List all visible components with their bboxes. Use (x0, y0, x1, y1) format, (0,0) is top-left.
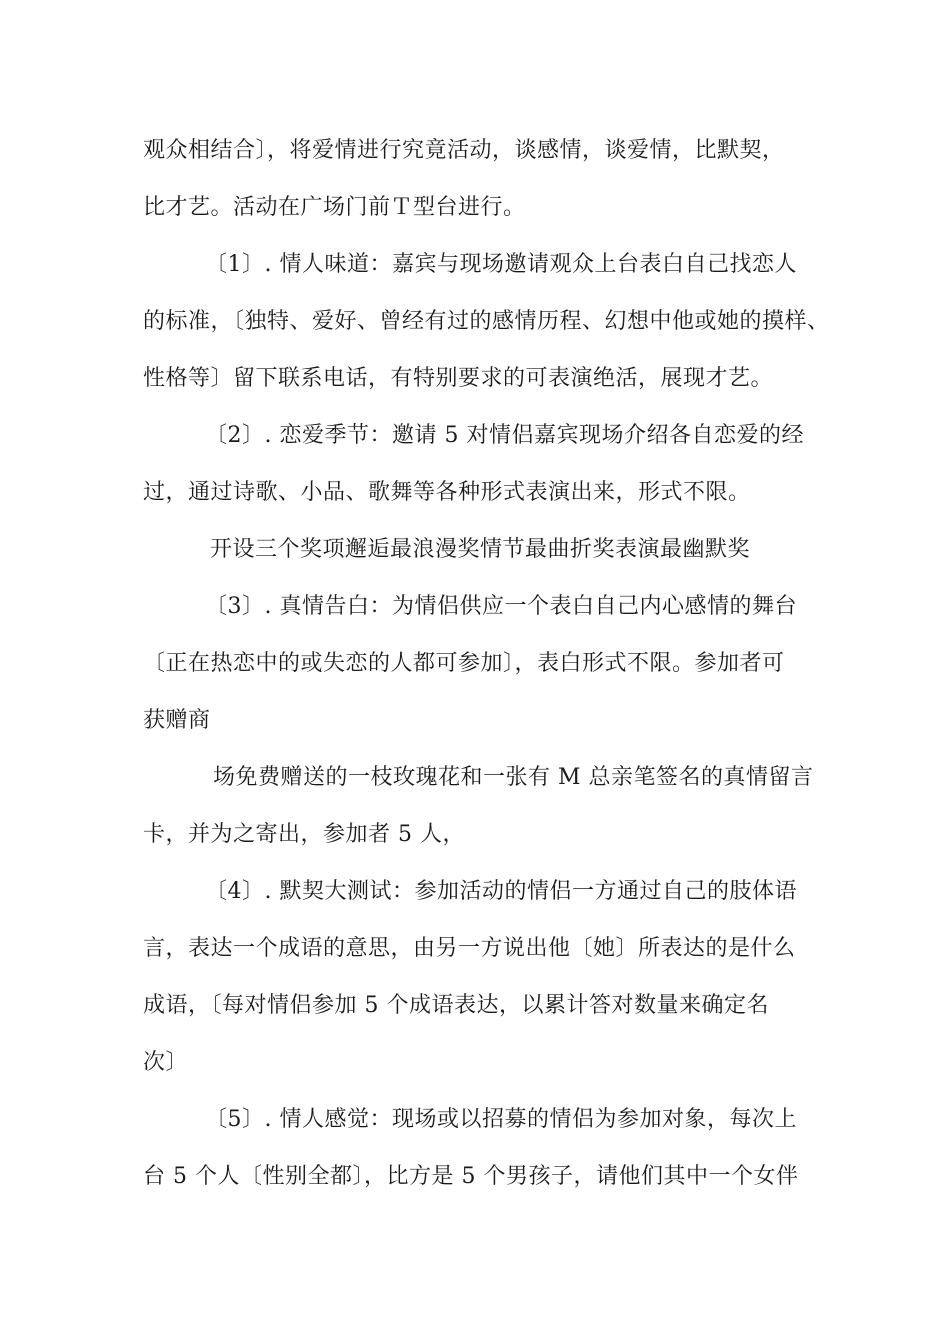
text-line: 成语，〔每对情侣参加 5 个成语表达，以累计答对数量来确定名 (143, 993, 769, 1018)
text-line: 〔4〕. 默契大测试：参加活动的情侣一方通过自己的肢体语 (205, 879, 797, 904)
text-line: 台 5 个人〔性别全都〕，比方是 5 个男孩子，请他们其中一个女伴 (143, 1164, 799, 1189)
text-line: 过，通过诗歌、小品、歌舞等各种形式表演出来，形式不限。 (143, 480, 751, 505)
text-line: 开设三个奖项邂逅最浪漫奖情节最曲折奖表演最幽默奖 (210, 537, 751, 562)
text-line: 〔1〕. 情人味道：嘉宾与现场邀请观众上台表白自己找恋人 (205, 252, 797, 277)
text-line: 〔3〕. 真情告白：为情侣供应一个表白自己内心感情的舞台 (205, 594, 797, 619)
text-line: 言，表达一个成语的意思，由另一方说出他〔她〕所表达的是什么 (143, 936, 796, 961)
text-line: 次〕 (143, 1050, 189, 1075)
text-line: 获赠商 (143, 708, 211, 733)
text-line: 比才艺。活动在广场门前Ｔ型台进行。 (143, 195, 526, 220)
text-line: 〔2〕. 恋爱季节：邀请 5 对情侣嘉宾现场介绍各自恋爱的经 (205, 423, 804, 448)
text-line: 卡，并为之寄出，参加者 5 人， (143, 822, 465, 847)
text-line: 观众相结合〕，将爱情进行究竟活动，谈感情，谈爱情，比默契， (143, 138, 785, 163)
text-line: 〔正在热恋中的或失恋的人都可参加〕，表白形式不限。参加者可 (143, 651, 785, 676)
text-line: 性格等〕留下联系电话，有特别要求的可表演绝活，展现才艺。 (143, 366, 774, 391)
text-line: 〔5〕. 情人感觉：现场或以招募的情侣为参加对象，每次上 (205, 1107, 797, 1132)
text-line: 的标准，〔独特、爱好、曾经有过的感情历程、幻想中他或她的摸样、 (143, 309, 830, 334)
text-line: 场免费赠送的一枝玫瑰花和一张有 M 总亲笔签名的真情留言 (213, 765, 814, 790)
